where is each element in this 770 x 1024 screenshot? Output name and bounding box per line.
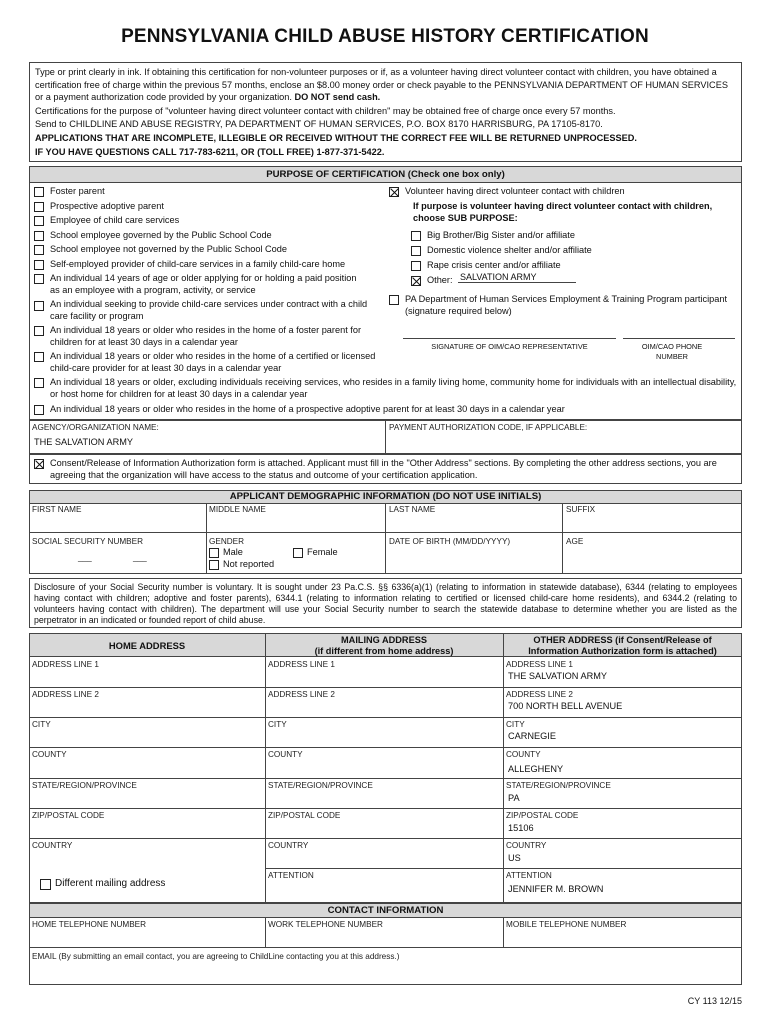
- purpose-label: PA Department of Human Services Employment & Training Program participant (signature required below): [405, 294, 728, 316]
- work-phone-field[interactable]: [268, 931, 500, 945]
- home-zip-label: ZIP/POSTAL CODE: [32, 811, 105, 820]
- form-code: CY 113 12/15: [687, 996, 742, 1006]
- home-city-label: CITY: [32, 720, 51, 729]
- dob-label: DATE OF BIRTH (MM/DD/YYYY): [389, 537, 511, 546]
- checkbox[interactable]: [389, 295, 399, 305]
- other-state-label: STATE/REGION/PROVINCE: [506, 781, 611, 790]
- sub-purpose-domestic-violence[interactable]: [411, 245, 731, 257]
- checkbox-checked[interactable]: [389, 187, 399, 197]
- checkbox[interactable]: [34, 202, 44, 212]
- purpose-label: An individual 18 years or older who resides in the home of a prospective adoptive parent for at least 30 days in a calendar year: [50, 404, 565, 414]
- purpose-label: School employee governed by the Public School Code: [50, 230, 272, 240]
- instructions-text: Type or print clearly in ink. If obtaining this certification for non-volunteer purposes or if, as a volunteer having direct volunteer contact with children, you have obtained a certification free of charge within the previous 57 months, enclose an $8.00 money order or check payable to the PENNSYLVANIA DEPARTMENT OF HUMAN SERVICES or a payment authorization code provided by your organization.: [35, 67, 728, 103]
- purpose-paid-position[interactable]: [34, 273, 364, 296]
- checkbox-checked[interactable]: [411, 276, 421, 286]
- divider: [385, 503, 386, 574]
- mailing-zip-label: ZIP/POSTAL CODE: [268, 811, 341, 820]
- purpose-label: School employee not governed by the Public School Code: [50, 244, 287, 254]
- gender-male-option[interactable]: [209, 547, 289, 559]
- home-county-label: COUNTY: [32, 750, 67, 759]
- checkbox[interactable]: [34, 378, 44, 388]
- sub-purpose-big-brother[interactable]: [411, 230, 731, 242]
- other-country-label: COUNTRY: [506, 841, 547, 850]
- suffix-label: SUFFIX: [566, 505, 596, 514]
- dob-field[interactable]: [389, 548, 559, 570]
- checkbox[interactable]: [34, 187, 44, 197]
- purpose-foster-resident[interactable]: [34, 325, 386, 348]
- purpose-label: An individual 18 years or older, excluding individuals receiving services, who resides in a family living home, community home for individuals with an intellectual disability, or host home for children for at least 30 days in a calendar year: [50, 377, 737, 399]
- checkbox[interactable]: [293, 548, 303, 558]
- checkbox[interactable]: [34, 352, 44, 362]
- contact-header: CONTACT INFORMATION: [30, 904, 741, 918]
- mobile-phone-label: MOBILE TELEPHONE NUMBER: [506, 920, 627, 929]
- checkbox[interactable]: [411, 246, 421, 256]
- other-attention-label: ATTENTION: [506, 871, 552, 880]
- purpose-label: Other:: [427, 275, 453, 285]
- purpose-foster-parent[interactable]: [34, 186, 384, 198]
- option-label: Not reported: [223, 559, 275, 569]
- option-label: Male: [223, 547, 243, 557]
- purpose-school-not-governed[interactable]: [34, 244, 384, 256]
- payment-code-field[interactable]: [389, 437, 737, 451]
- checkbox[interactable]: [40, 879, 51, 890]
- other-attention-field[interactable]: JENNIFER M. BROWN: [508, 884, 604, 894]
- ssn-separator: ___: [78, 553, 92, 562]
- consent-text: Consent/Release of Information Authorization form is attached. Applicant must fill in the "Other Address" sections. By completing the other address sections, you are agreeing that the organization will have access to the status and outcome of your certification application.: [50, 458, 717, 480]
- divider: [29, 838, 742, 839]
- mailing-address-line1-label: ADDRESS LINE 1: [268, 660, 335, 669]
- purpose-adoptive-resident[interactable]: [34, 404, 739, 416]
- gender-female-option[interactable]: [293, 547, 373, 559]
- divider: [29, 778, 742, 779]
- purpose-family-living-resident[interactable]: [34, 377, 739, 400]
- purpose-label: An individual 14 years of age or older applying for or holding a paid position as an employee with a program, activity, or service: [50, 273, 357, 295]
- divider: [385, 420, 386, 454]
- purpose-label: Rape crisis center and/or affiliate: [427, 260, 561, 270]
- phone-label: OIM/CAO PHONE NUMBER: [641, 342, 703, 361]
- checkbox[interactable]: [34, 301, 44, 311]
- sub-purpose-rape-crisis[interactable]: [411, 260, 731, 272]
- mailing-state-label: STATE/REGION/PROVINCE: [268, 781, 373, 790]
- mailing-county-label: COUNTY: [268, 750, 303, 759]
- other-zip-label: ZIP/POSTAL CODE: [506, 811, 579, 820]
- purpose-label: An individual 18 years or older who resides in the home of a foster parent for children for at least 30 days in a calendar year: [50, 325, 362, 347]
- purpose-pa-dept-program[interactable]: [389, 294, 735, 317]
- mailing-address-header: [265, 635, 503, 657]
- home-address-line2-label: ADDRESS LINE 2: [32, 690, 99, 699]
- purpose-contract-child-care[interactable]: [34, 299, 384, 322]
- divider: [29, 947, 742, 948]
- purpose-label: An individual seeking to provide child-care services under contract with a child care facility or program: [50, 299, 368, 321]
- ssn-separator: ___: [133, 553, 147, 562]
- checkbox[interactable]: [34, 326, 44, 336]
- home-country-label: COUNTRY: [32, 841, 73, 850]
- other-header-line: OTHER ADDRESS (if Consent/Release of: [533, 635, 712, 645]
- divider: [29, 808, 742, 809]
- home-address-line1-label: ADDRESS LINE 1: [32, 660, 99, 669]
- mailing-city-label: CITY: [268, 720, 287, 729]
- home-phone-field[interactable]: [32, 931, 262, 945]
- purpose-label: Prospective adoptive parent: [50, 201, 164, 211]
- purpose-label: Volunteer having direct volunteer contact with children: [405, 186, 625, 196]
- signature-line[interactable]: [403, 338, 616, 339]
- mailing-attention-label: ATTENTION: [268, 871, 314, 880]
- purpose-label: Big Brother/Big Sister and/or affiliate: [427, 230, 575, 240]
- questions-phone: IF YOU HAVE QUESTIONS CALL 717-783-6211, OR (TOLL FREE) 1-877-371-5422.: [35, 146, 385, 157]
- other-address-line1-label: ADDRESS LINE 1: [506, 660, 573, 669]
- checkbox[interactable]: [34, 216, 44, 226]
- purpose-header: PURPOSE OF CERTIFICATION (Check one box only): [30, 167, 741, 183]
- other-city-field[interactable]: CARNEGIE: [508, 731, 556, 741]
- sub-purpose-heading: If purpose is volunteer having direct volunteer contact with children, choose SUB PURPOSE:: [413, 201, 713, 223]
- checkbox[interactable]: [34, 260, 44, 270]
- home-address-header: HOME ADDRESS: [108, 640, 186, 651]
- checkbox[interactable]: [34, 231, 44, 241]
- mailing-header-line: (if different from home address): [314, 646, 454, 656]
- divider: [29, 687, 742, 688]
- other-county-label: COUNTY: [506, 750, 541, 759]
- purpose-self-employed[interactable]: [34, 259, 384, 271]
- first-name-field[interactable]: [32, 516, 202, 530]
- ssn-label: SOCIAL SECURITY NUMBER: [32, 537, 144, 546]
- purpose-label: Foster parent: [50, 186, 105, 196]
- different-mailing-option[interactable]: [40, 878, 240, 890]
- checkbox[interactable]: [209, 548, 219, 558]
- other-state-field[interactable]: PA: [508, 793, 520, 803]
- purpose-label: Employee of child care services: [50, 215, 180, 225]
- free-volunteer-note: Certifications for the purpose of "volunteer having direct volunteer contact with children" may be obtained free of charge once every 57 months.: [35, 105, 616, 116]
- divider: [503, 633, 504, 903]
- agency-name-field[interactable]: THE SALVATION ARMY: [34, 437, 134, 447]
- checkbox[interactable]: [34, 274, 44, 284]
- divider: [29, 747, 742, 748]
- middle-name-label: MIDDLE NAME: [209, 505, 266, 514]
- demographic-header: APPLICANT DEMOGRAPHIC INFORMATION (DO NOT USE INITIALS): [30, 491, 741, 504]
- last-name-label: LAST NAME: [389, 505, 436, 514]
- instructions-paragraph: [35, 66, 736, 104]
- ssn-field[interactable]: [32, 548, 202, 570]
- last-name-field[interactable]: [389, 516, 559, 530]
- signature-label: SIGNATURE OF OIM/CAO REPRESENTATIVE: [431, 342, 588, 351]
- payment-code-label: PAYMENT AUTHORIZATION CODE, IF APPLICABLE:: [389, 423, 588, 432]
- divider: [206, 503, 207, 574]
- purpose-child-care-employee[interactable]: [34, 215, 384, 227]
- instructions-box: [29, 62, 742, 162]
- first-name-label: FIRST NAME: [32, 505, 82, 514]
- other-address-line2-field[interactable]: 700 NORTH BELL AVENUE: [508, 701, 623, 711]
- purpose-prospective-adoptive[interactable]: [34, 201, 384, 213]
- work-phone-label: WORK TELEPHONE NUMBER: [268, 920, 383, 929]
- mailing-country-label: COUNTRY: [268, 841, 309, 850]
- email-field[interactable]: [32, 964, 738, 982]
- divider: [265, 917, 266, 947]
- purpose-school-governed[interactable]: [34, 230, 384, 242]
- other-address-header: [503, 635, 742, 657]
- option-label: Different mailing address: [55, 878, 166, 889]
- divider: [503, 917, 504, 947]
- checkbox-checked[interactable]: [34, 459, 44, 469]
- home-phone-label: HOME TELEPHONE NUMBER: [32, 920, 147, 929]
- checkbox[interactable]: [411, 231, 421, 241]
- checkbox[interactable]: [209, 560, 219, 570]
- mailing-instructions: Send to CHILDLINE AND ABUSE REGISTRY, PA DEPARTMENT OF HUMAN SERVICES, P.O. BOX 8170 HARRISBURG, PA 17105-8170.: [35, 119, 603, 130]
- other-zip-field[interactable]: 15106: [508, 823, 534, 833]
- divider: [265, 868, 742, 869]
- ssn-disclosure: Disclosure of your Social Security number is voluntary. It is sought under 23 Pa.C.S. §§ 6336(a)(1) (relating to information in statewide database), 6344 (relating to employees having contact with children; adoptive and foster parents), 6344.1 (relating to information relating to certified or licensed child-care home residents), and 6344.2 (relating to volunteers having contact with children). The department will use your Social Security number to search the statewide database to determine whether you are listed as the perpetrator in an indicated or founded report of child abuse.: [29, 578, 742, 628]
- purpose-licensed-resident[interactable]: [34, 351, 384, 374]
- age-label: AGE: [566, 537, 584, 546]
- home-state-label: STATE/REGION/PROVINCE: [32, 781, 137, 790]
- purpose-label: An individual 18 years or older who resides in the home of a certified or licensed child-care provider for at least 30 days in a calendar year: [50, 351, 376, 373]
- other-header-line: Information Authorization form is attached): [528, 646, 717, 656]
- purpose-volunteer[interactable]: [389, 186, 739, 198]
- email-label: EMAIL (By submitting an email contact, you are agreeing to ChildLine contacting you at this address.): [32, 952, 400, 961]
- purpose-label: Domestic violence shelter and/or affiliate: [427, 245, 592, 255]
- other-purpose-field[interactable]: SALVATION ARMY: [458, 272, 576, 283]
- other-county-field[interactable]: ALLEGHENY: [508, 764, 564, 774]
- middle-name-field[interactable]: [209, 516, 381, 530]
- checkbox[interactable]: [34, 405, 44, 415]
- divider: [562, 503, 563, 574]
- other-address-line2-label: ADDRESS LINE 2: [506, 690, 573, 699]
- other-city-label: CITY: [506, 720, 525, 729]
- gender-label: GENDER: [209, 537, 245, 546]
- no-cash-note: DO NOT send cash.: [294, 92, 381, 103]
- checkbox[interactable]: [411, 261, 421, 271]
- agency-name-label: AGENCY/ORGANIZATION NAME:: [32, 423, 159, 432]
- divider: [29, 717, 742, 718]
- mailing-header-line: MAILING ADDRESS: [341, 635, 427, 645]
- mailing-address-line2-label: ADDRESS LINE 2: [268, 690, 335, 699]
- form-title: PENNSYLVANIA CHILD ABUSE HISTORY CERTIFICATION: [121, 26, 649, 47]
- divider: [265, 633, 266, 903]
- checkbox[interactable]: [34, 245, 44, 255]
- phone-line[interactable]: [623, 338, 735, 339]
- consent-checkbox-row[interactable]: [34, 458, 738, 481]
- option-label: Female: [307, 547, 338, 557]
- suffix-field[interactable]: [566, 516, 738, 530]
- age-field[interactable]: [566, 548, 738, 570]
- incomplete-warning: APPLICATIONS THAT ARE INCOMPLETE, ILLEGIBLE OR RECEIVED WITHOUT THE CORRECT FEE WILL BE RETURNED UNPROCESSED.: [35, 132, 637, 143]
- gender-not-reported-option[interactable]: [209, 559, 309, 571]
- purpose-label: Self-employed provider of child-care services in a family child-care home: [50, 259, 346, 269]
- mobile-phone-field[interactable]: [506, 931, 738, 945]
- other-address-line1-field[interactable]: THE SALVATION ARMY: [508, 671, 608, 681]
- other-country-field[interactable]: US: [508, 853, 521, 863]
